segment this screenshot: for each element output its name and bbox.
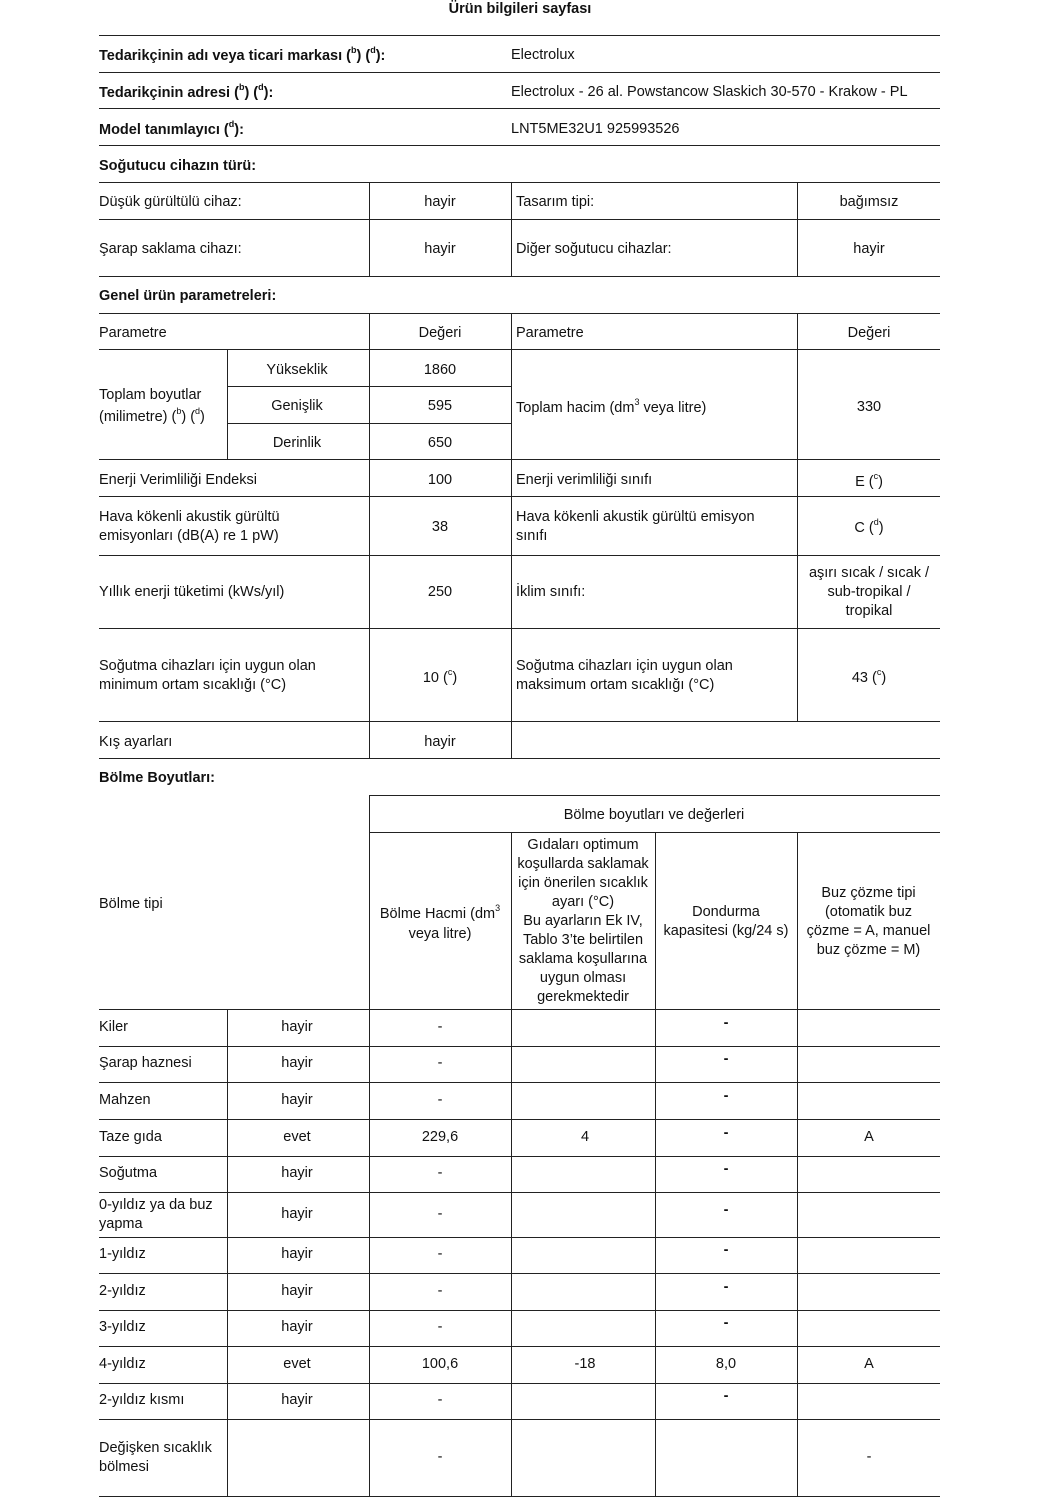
divider	[511, 1192, 512, 1237]
total-dimensions-label: Toplam boyutlar	[99, 387, 202, 403]
divider	[511, 1156, 512, 1192]
height-label: Yükseklik	[266, 362, 328, 378]
divider	[797, 313, 798, 721]
supplier-name-value: Electrolux	[511, 47, 575, 63]
eei-value: 100	[427, 472, 453, 488]
noise-class-label: Hava kökenli akustik gürültü emisyon	[516, 509, 755, 525]
divider	[99, 313, 940, 314]
winter-setting-label: Kış ayarları	[99, 734, 173, 750]
compartment-volume: 229,6	[421, 1128, 459, 1145]
divider	[655, 1310, 656, 1346]
divider	[369, 1046, 370, 1082]
climate-class-value-line2: sub-tropikal /	[827, 584, 911, 600]
appliance-type-heading: Soğutucu cihazın türü:	[99, 158, 257, 174]
max-temp-label-line2: maksimum ortam sıcaklığı (°C)	[516, 677, 715, 693]
divider	[227, 1273, 228, 1310]
temperature-header-line: gerekmektedir	[537, 989, 629, 1005]
divider	[797, 1156, 798, 1192]
divider	[511, 1119, 512, 1156]
compartment-present: evet	[283, 1355, 311, 1372]
divider	[227, 1383, 228, 1419]
divider	[99, 1119, 940, 1120]
compartment-present: evet	[283, 1128, 311, 1145]
divider	[797, 1192, 798, 1237]
divider	[655, 1046, 656, 1082]
divider	[369, 1009, 370, 1046]
divider	[655, 832, 656, 1010]
general-params-heading: Genel ürün parametreleri:	[99, 288, 277, 304]
divider	[797, 1009, 798, 1046]
divider	[797, 182, 798, 276]
max-temp-value: 43 ($^c$)	[851, 667, 887, 686]
divider	[511, 1082, 512, 1119]
divider	[369, 313, 370, 758]
divider	[797, 1273, 798, 1310]
compartment-volume: -	[437, 1018, 443, 1035]
compartment-volume: -	[437, 1448, 443, 1465]
noise-value: 38	[431, 519, 449, 535]
divider	[99, 721, 940, 722]
noise-label: Hava kökenli akustik gürültü	[99, 509, 280, 525]
compartment-present: hayir	[281, 1018, 313, 1035]
compartments-heading: Bölme Boyutları:	[99, 770, 216, 786]
divider	[511, 1009, 512, 1046]
compartment-volume: -	[437, 1091, 443, 1108]
divider	[99, 1383, 940, 1384]
param-header: Parametre	[516, 325, 584, 341]
divider	[369, 795, 370, 1010]
divider	[797, 1046, 798, 1082]
divider	[369, 1346, 370, 1383]
compartment-name: Kiler	[99, 1018, 129, 1035]
supplier-address-value: Electrolux - 26 al. Powstancow Slaskich 30-570 - Krakow - PL	[511, 84, 908, 100]
divider	[227, 1082, 228, 1119]
divider	[369, 1419, 370, 1496]
divider	[655, 1419, 656, 1496]
compartment-freezing-capacity: -	[723, 1278, 729, 1295]
divider	[99, 276, 940, 277]
compartment-type-header: Bölme tipi	[99, 896, 163, 912]
compartment-defrost: A	[864, 1128, 874, 1145]
divider	[99, 1046, 940, 1047]
noise-class-label-line2: sınıfı	[516, 528, 548, 544]
compartment-freezing-capacity: -	[723, 1124, 729, 1141]
energy-class-value: E ($^c$)	[855, 471, 883, 490]
divider	[99, 1082, 940, 1083]
width-label: Genişlik	[271, 398, 323, 414]
compartment-freezing-capacity: -	[723, 1014, 729, 1031]
wine-storage-label: Şarap saklama cihazı:	[99, 241, 242, 257]
defrost-type-header-line: (otomatik buz	[824, 904, 913, 920]
total-volume-label: Toplam hacim ($dm^3$ veya litre)	[516, 397, 707, 416]
divider	[227, 1310, 228, 1346]
divider	[99, 1009, 940, 1010]
divider	[369, 1273, 370, 1310]
compartment-volume: -	[437, 1319, 443, 1335]
min-temp-label-line2: minimum ortam sıcaklığı (°C)	[99, 677, 287, 693]
low-noise-value: hayir	[424, 194, 456, 210]
compartment-freezing-capacity: -	[723, 1388, 729, 1404]
defrost-type-header-line: buz çözme = M)	[816, 942, 921, 958]
temperature-header-line: ayarı (°C)	[551, 894, 615, 910]
total-volume-value: 330	[856, 399, 882, 415]
design-type-label: Tasarım tipi:	[516, 194, 595, 210]
annual-energy-value: 250	[427, 584, 453, 600]
noise-label-line2: emisyonları (dB(A) re 1 pW)	[99, 528, 279, 544]
compartment-name: Değişken sıcaklık bölmesi	[99, 1439, 212, 1475]
divider	[511, 313, 512, 758]
divider	[99, 1273, 940, 1274]
min-temp-value: 10 ($^c$)	[422, 667, 458, 686]
compartment-defrost: -	[866, 1448, 872, 1465]
divider	[99, 1237, 940, 1238]
compartment-present: hayir	[281, 1282, 313, 1299]
divider	[797, 1119, 798, 1156]
eei-label: Enerji Verimliliği Endeksi	[99, 472, 257, 488]
compartment-name: 0-yıldız ya da buz yapma	[99, 1196, 213, 1232]
divider	[99, 1346, 940, 1347]
temperature-header-line: için önerilen sıcaklık	[518, 875, 648, 891]
temperature-header-line: Gıdaları optimum	[527, 837, 639, 853]
model-label: Model tanımlayıcı ($^d$):	[99, 119, 244, 138]
other-refrigerators-label: Diğer soğutucu cihazlar:	[516, 241, 672, 257]
supplier-address-label: Tedarikçinin adresi ($^b$) ($^d$):	[99, 82, 274, 101]
divider	[511, 1383, 512, 1419]
compartment-name: Şarap haznesi	[99, 1055, 192, 1071]
divider	[99, 1419, 940, 1420]
compartment-name: 4-yıldız	[99, 1355, 146, 1372]
divider	[99, 182, 940, 183]
compartment-freezing-capacity: -	[723, 1315, 729, 1331]
compartment-freezing-capacity: -	[723, 1201, 729, 1218]
freezing-capacity-header-line: Dondurma	[692, 904, 760, 920]
divider	[797, 1346, 798, 1383]
divider	[655, 1009, 656, 1046]
annual-energy-label: Yıllık enerji tüketimi (kWs/yıl)	[99, 584, 285, 600]
divider	[511, 182, 512, 276]
divider	[655, 1082, 656, 1119]
divider	[227, 1046, 228, 1082]
compartment-group-header: Bölme boyutları ve değerleri	[563, 807, 745, 823]
compartment-present: hayir	[281, 1165, 313, 1181]
compartment-volume: -	[437, 1392, 443, 1408]
noise-class-value: C ($^d$)	[854, 517, 884, 536]
compartment-volume: -	[437, 1165, 443, 1181]
compartment-present: hayir	[281, 1205, 313, 1222]
compartment-freezing-capacity: -	[723, 1242, 729, 1258]
winter-setting-value: hayir	[424, 734, 456, 750]
divider	[99, 459, 940, 460]
total-dimensions-unit: (milimetre) ($^b$) ($^d$)	[99, 406, 205, 425]
depth-label: Derinlik	[272, 435, 322, 451]
divider	[511, 1419, 512, 1496]
divider	[227, 1419, 228, 1496]
climate-class-label: İklim sınıfı:	[516, 584, 586, 600]
compartment-temperature: -18	[574, 1355, 596, 1372]
divider	[655, 1156, 656, 1192]
divider	[511, 832, 512, 1010]
divider	[227, 1346, 228, 1383]
climate-class-value: aşırı sıcak / sıcak /	[808, 565, 930, 581]
low-noise-label: Düşük gürültülü cihaz:	[99, 194, 242, 210]
divider	[797, 1419, 798, 1496]
max-temp-label: Soğutma cihazları için uygun olan	[516, 658, 733, 674]
divider	[511, 1273, 512, 1310]
width-value: 595	[427, 398, 453, 414]
design-type-value: bağımsız	[839, 194, 899, 210]
compartment-present: hayir	[281, 1091, 313, 1108]
divider	[227, 1119, 228, 1156]
divider	[227, 349, 228, 459]
divider	[99, 1156, 940, 1157]
divider	[227, 1009, 228, 1046]
temperature-header-line: koşullarda saklamak	[517, 856, 649, 872]
compartment-temperature: 4	[580, 1128, 590, 1145]
volume-header: Bölme Hacmi ($dm^3$	[379, 903, 501, 922]
divider	[511, 1237, 512, 1273]
compartment-name: 2-yıldız	[99, 1282, 146, 1299]
temperature-header-line: uygun olması	[539, 970, 627, 986]
divider	[99, 496, 940, 497]
divider	[797, 1237, 798, 1273]
divider	[369, 1192, 370, 1237]
divider	[369, 1156, 370, 1192]
depth-value: 650	[427, 435, 453, 451]
temperature-header-line: Tablo 3’te belirtilen	[522, 932, 644, 948]
compartment-freezing-capacity: -	[723, 1087, 729, 1104]
compartment-present: hayir	[281, 1246, 313, 1262]
divider	[797, 1383, 798, 1419]
divider	[655, 1273, 656, 1310]
compartment-name: Taze gıda	[99, 1128, 162, 1145]
temperature-header	[511, 836, 655, 1007]
divider	[369, 1119, 370, 1156]
temperature-header-line: saklama koşullarına	[518, 951, 648, 967]
divider	[655, 1237, 656, 1273]
height-value: 1860	[423, 362, 457, 378]
defrost-type-header-line: Buz çözme tipi	[821, 885, 916, 901]
divider	[797, 832, 798, 1010]
divider	[655, 1192, 656, 1237]
compartment-name: Mahzen	[99, 1091, 151, 1108]
divider	[511, 1046, 512, 1082]
supplier-name-label: Tedarikçinin adı veya ticari markası ($^b$) ($^d$):	[99, 45, 386, 64]
divider	[99, 145, 940, 146]
divider	[99, 628, 940, 629]
param-header: Parametre	[99, 325, 167, 341]
value-header: Değeri	[418, 325, 462, 341]
divider	[99, 349, 940, 350]
model-value: LNT5ME32U1 925993526	[511, 121, 680, 137]
divider	[99, 35, 940, 36]
defrost-type-header	[797, 884, 940, 960]
divider	[369, 1237, 370, 1273]
compartment-freezing-capacity: -	[723, 1051, 729, 1067]
compartment-freezing-capacity: -	[723, 1161, 729, 1177]
temperature-header-line: Bu ayarların Ek IV,	[523, 913, 643, 929]
wine-storage-value: hayir	[424, 241, 456, 257]
divider	[655, 1346, 656, 1383]
other-refrigerators-value: hayir	[853, 241, 885, 257]
divider	[369, 1310, 370, 1346]
divider	[797, 1082, 798, 1119]
divider	[655, 1383, 656, 1419]
defrost-type-header-line: çözme = A, manuel	[806, 923, 931, 939]
min-temp-label: Soğutma cihazları için uygun olan	[99, 658, 316, 674]
divider	[369, 1082, 370, 1119]
compartment-volume: -	[437, 1055, 443, 1071]
divider	[227, 1192, 228, 1237]
divider	[511, 1310, 512, 1346]
page-title: Ürün bilgileri sayfası	[448, 1, 592, 17]
freezing-capacity-header	[655, 903, 797, 941]
divider	[99, 219, 940, 220]
volume-header-line2: veya litre)	[408, 926, 472, 942]
compartment-defrost: A	[864, 1355, 874, 1372]
compartment-present: hayir	[281, 1319, 313, 1335]
divider	[99, 758, 940, 759]
divider	[99, 72, 940, 73]
compartment-volume: -	[437, 1205, 443, 1222]
divider	[99, 1310, 940, 1311]
compartment-name: 1-yıldız	[99, 1246, 146, 1262]
compartment-name: Soğutma	[99, 1165, 158, 1181]
compartment-name: 3-yıldız	[99, 1319, 146, 1335]
divider	[99, 555, 940, 556]
value-header: Değeri	[847, 325, 891, 341]
divider	[797, 1310, 798, 1346]
climate-class-value-line3: tropikal	[845, 603, 893, 619]
compartment-volume: -	[437, 1246, 443, 1262]
compartment-present: hayir	[281, 1392, 313, 1408]
divider	[655, 1119, 656, 1156]
divider	[99, 1496, 940, 1497]
divider	[99, 1192, 940, 1193]
divider	[511, 1346, 512, 1383]
divider	[227, 1156, 228, 1192]
compartment-volume: -	[437, 1282, 443, 1299]
energy-class-label: Enerji verimliliği sınıfı	[516, 472, 653, 488]
divider	[227, 1237, 228, 1273]
divider	[369, 1383, 370, 1419]
divider	[369, 182, 370, 276]
compartment-volume: 100,6	[421, 1355, 459, 1372]
divider	[369, 795, 940, 796]
compartment-name: 2-yıldız kısmı	[99, 1392, 185, 1408]
freezing-capacity-header-line: kapasitesi (kg/24 s)	[663, 923, 789, 939]
divider	[99, 108, 940, 109]
compartment-freezing-capacity: 8,0	[715, 1355, 737, 1372]
compartment-present: hayir	[281, 1055, 313, 1071]
